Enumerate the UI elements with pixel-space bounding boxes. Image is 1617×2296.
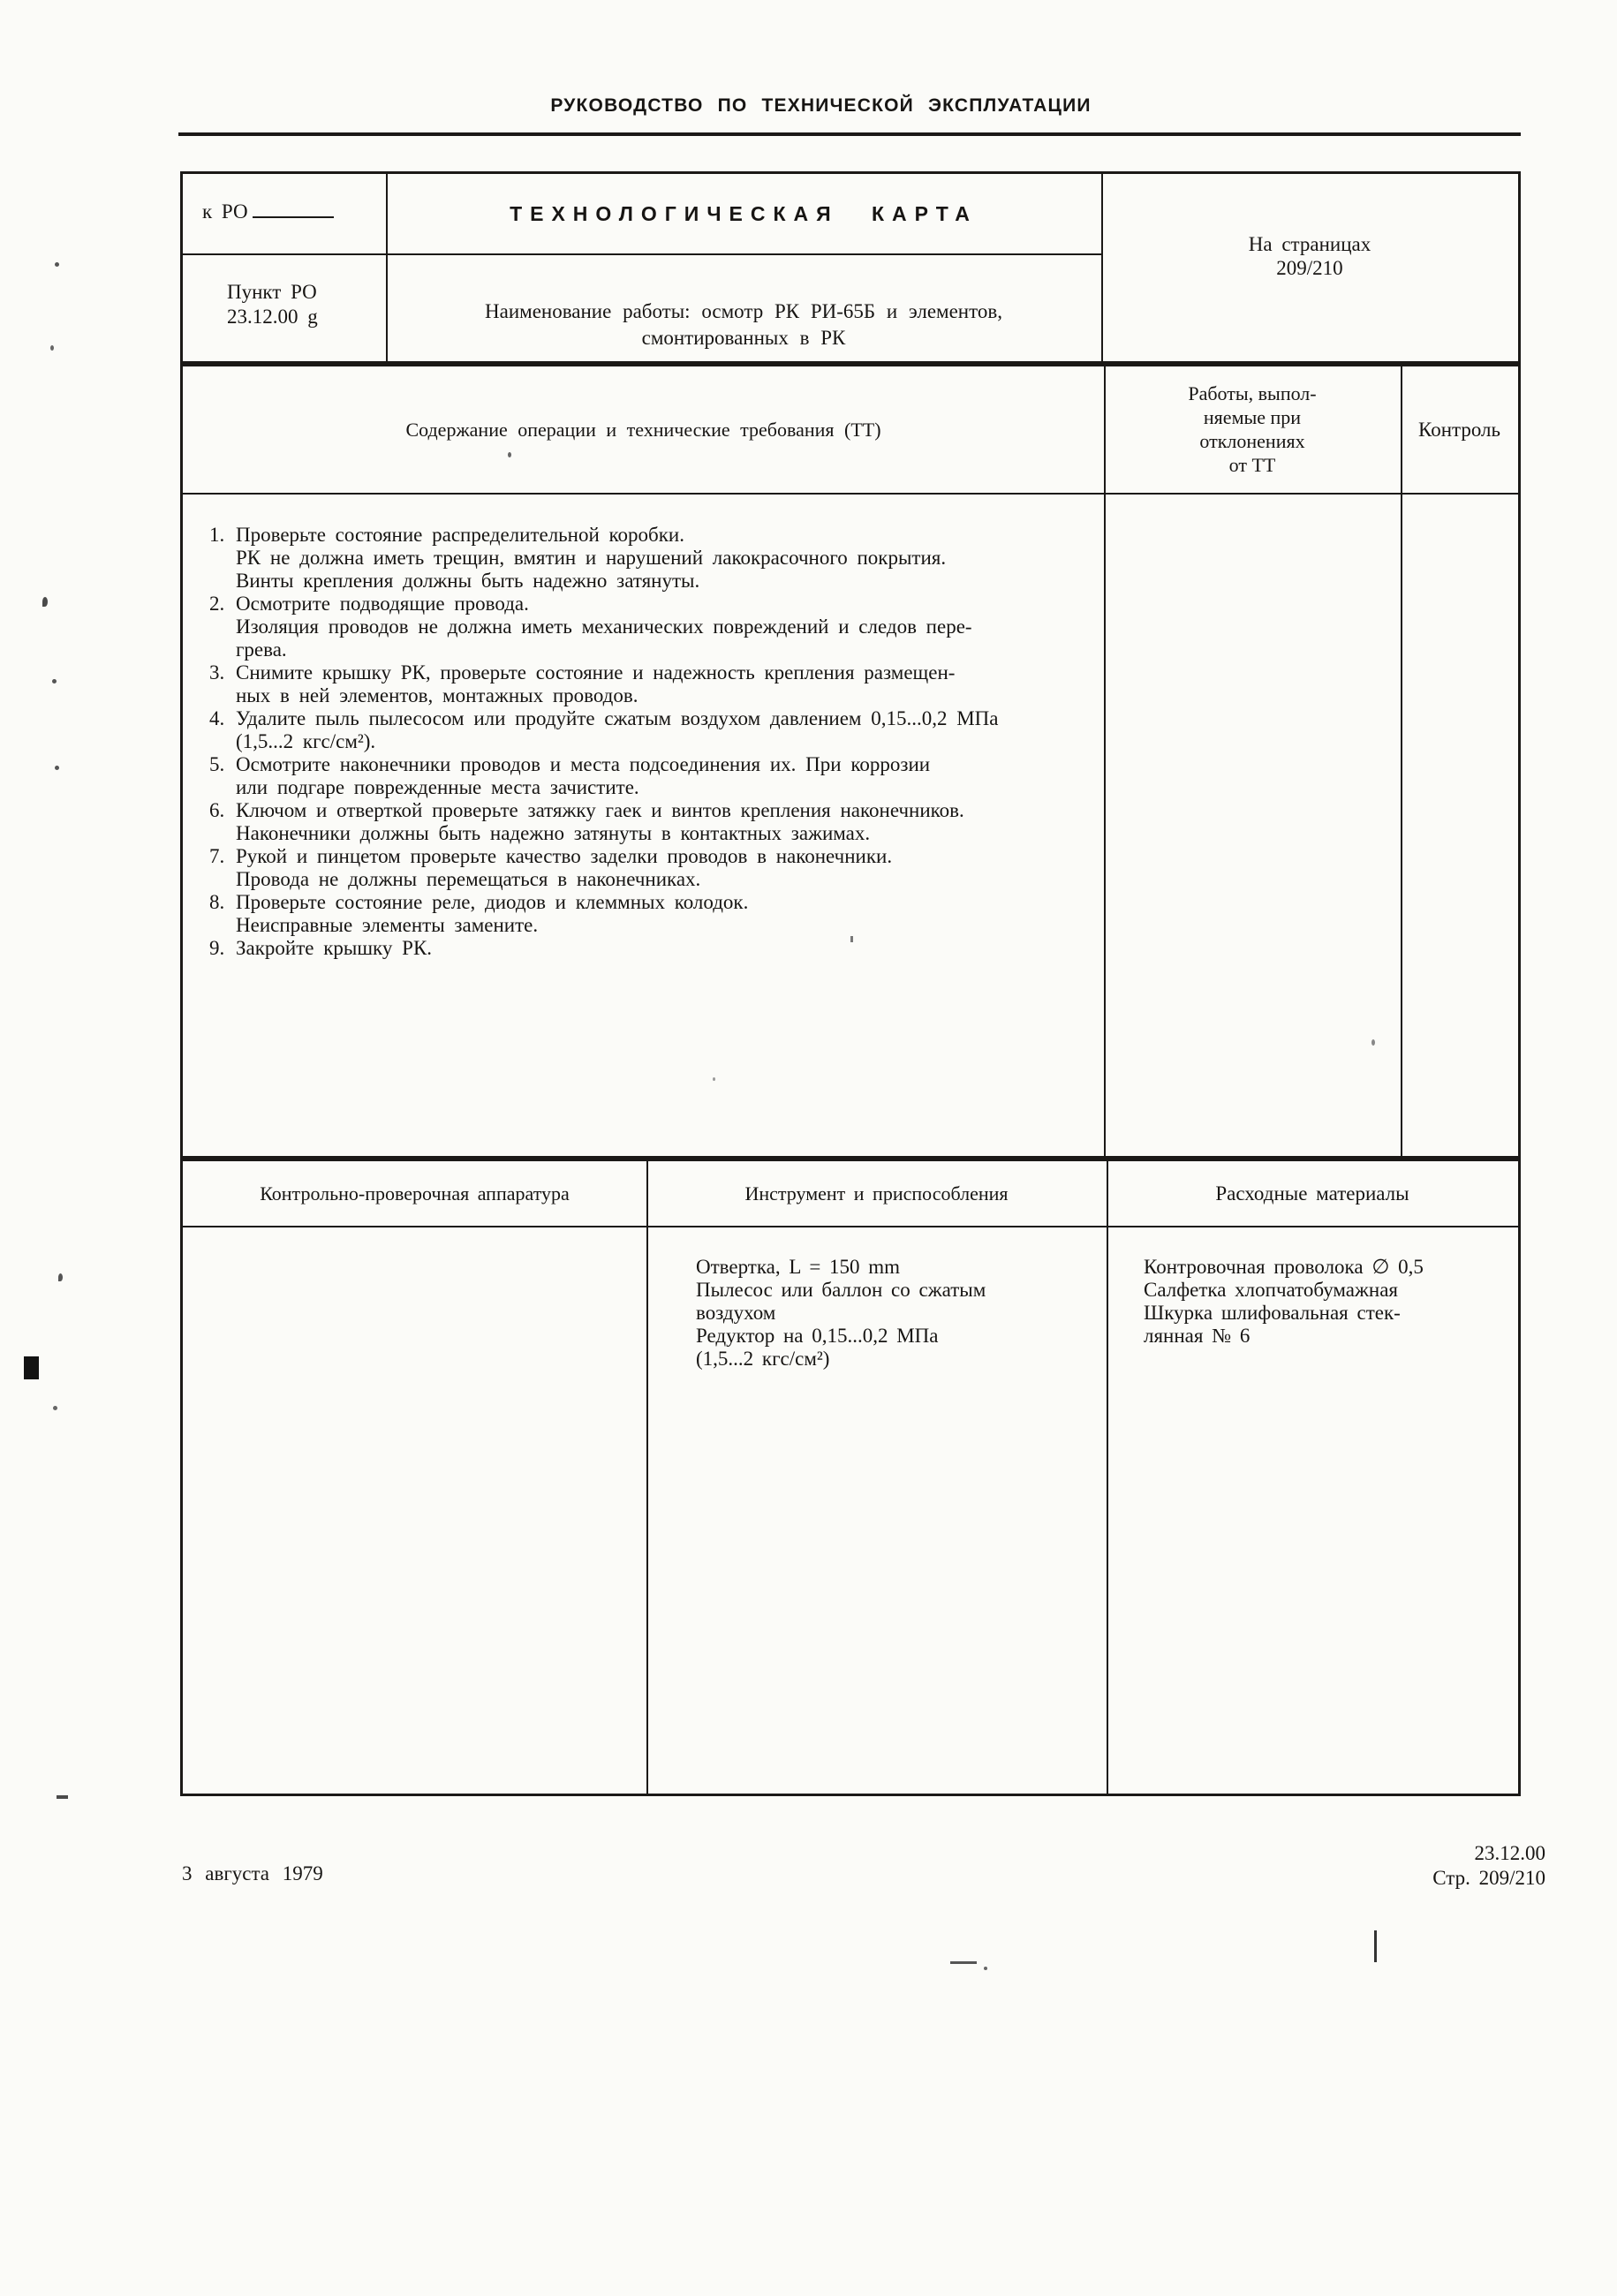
operation-item-8 bbox=[209, 891, 1099, 937]
operation-text-line: Закройте крышку РК. bbox=[236, 937, 433, 959]
ro-number-blank bbox=[253, 200, 334, 218]
scan-artifact bbox=[1374, 1930, 1377, 1962]
scan-artifact bbox=[713, 1077, 715, 1081]
scan-artifact bbox=[57, 1795, 68, 1799]
materials-line: Шкурка шлифовальная стек- bbox=[1144, 1302, 1401, 1324]
operation-text-line: Осмотрите подводящие провода. bbox=[236, 593, 529, 615]
operation-number: 4. bbox=[209, 707, 225, 729]
operation-text-line: Проверьте состояние распределительной коробки. bbox=[236, 524, 684, 546]
pages-label: На страницах bbox=[1248, 233, 1371, 255]
column-header-content: Содержание операции и технические требования (ТТ) bbox=[405, 418, 881, 441]
operation-text-line: грева. bbox=[236, 638, 287, 661]
pages-value: 209/210 bbox=[1276, 257, 1343, 279]
work-name-cell bbox=[386, 255, 1101, 364]
resources-table-vline-2 bbox=[1107, 1161, 1108, 1794]
operation-text-line: Снимите крышку РК, проверьте состояние и надежность крепления размещен- bbox=[236, 661, 956, 684]
footer-task-number: 23.12.00 bbox=[1474, 1842, 1545, 1864]
operation-item-3 bbox=[209, 661, 1099, 707]
operation-text-line: Проверьте состояние реле, диодов и клеммных колодок. bbox=[236, 891, 749, 913]
materials-line: Салфетка хлопчатобумажная bbox=[1144, 1279, 1399, 1301]
footer-page-block bbox=[1432, 1841, 1545, 1891]
column-header-deviations bbox=[1104, 366, 1401, 493]
to-ro-cell bbox=[183, 174, 386, 253]
operation-item-7 bbox=[209, 845, 1099, 891]
resources-table-vline-1 bbox=[646, 1161, 648, 1794]
scan-artifact bbox=[58, 1273, 63, 1281]
resources-table bbox=[180, 1159, 1521, 1796]
operation-item-6 bbox=[209, 799, 1099, 845]
materials-list bbox=[1144, 1256, 1515, 1348]
deviations-header-line: Работы, выпол- bbox=[1188, 382, 1317, 404]
deviations-header-line: няемые при bbox=[1203, 406, 1302, 428]
work-name-line2: смонтированных в РК bbox=[641, 327, 846, 349]
scan-artifact bbox=[52, 679, 57, 684]
operation-text-line: Осмотрите наконечники проводов и места подсоединения их. При коррозии bbox=[236, 753, 931, 775]
operation-text-line: (1,5...2 кгс/см²). bbox=[236, 730, 376, 752]
column-header-materials: Расходные материалы bbox=[1215, 1182, 1409, 1205]
operation-item-2 bbox=[209, 593, 1099, 661]
operation-number: 8. bbox=[209, 891, 225, 913]
operation-item-1 bbox=[209, 524, 1099, 593]
header-table bbox=[180, 171, 1521, 364]
scan-artifact bbox=[24, 1356, 39, 1379]
operation-text-line: Удалите пыль пылесосом или продуйте сжатым воздухом давлением 0,15...0,2 МПа bbox=[236, 707, 999, 729]
card-title: ТЕХНОЛОГИЧЕСКАЯ КАРТА bbox=[510, 201, 978, 225]
operation-text-line: или подгаре поврежденные места зачистите. bbox=[236, 776, 639, 798]
scan-artifact bbox=[984, 1967, 987, 1970]
operation-number: 6. bbox=[209, 799, 225, 821]
scan-artifact bbox=[508, 452, 511, 457]
operation-text-line: Наконечники должны быть надежно затянуты в контактных зажимах. bbox=[236, 822, 871, 844]
operation-text-line: Провода не должны перемещаться в наконечниках. bbox=[236, 868, 701, 890]
operation-number: 3. bbox=[209, 661, 225, 684]
scan-artifact bbox=[50, 345, 54, 351]
operation-item-4 bbox=[209, 707, 1099, 753]
scan-artifact bbox=[950, 1961, 977, 1964]
deviations-header-line: отклонениях bbox=[1199, 430, 1305, 452]
tools-line: Пылесос или баллон со сжатым bbox=[696, 1279, 986, 1301]
operation-number: 7. bbox=[209, 845, 225, 867]
scan-artifact bbox=[1371, 1039, 1375, 1046]
work-name-line1: Наименование работы: осмотр РК РИ-65Б и элементов, bbox=[485, 300, 1002, 322]
operation-text-line: Изоляция проводов не должна иметь механических повреждений и следов пере- bbox=[236, 616, 972, 638]
punkt-ro-cell bbox=[183, 255, 386, 364]
operation-text-line: Ключом и отверткой проверьте затяжку гаек и винтов крепления наконечников. bbox=[236, 799, 964, 821]
tools-line: (1,5...2 кгс/см²) bbox=[696, 1348, 830, 1370]
tools-line: Редуктор на 0,15...0,2 МПа bbox=[696, 1325, 939, 1347]
punkt-ro-line2: 23.12.00 g bbox=[227, 306, 318, 328]
tools-line: воздухом bbox=[696, 1302, 776, 1324]
operations-table-header-hline bbox=[183, 493, 1518, 495]
footer-date: 3 августа 1979 bbox=[182, 1862, 323, 1884]
scan-artifact bbox=[55, 262, 59, 267]
operation-number: 2. bbox=[209, 593, 225, 615]
scan-artifact bbox=[55, 766, 59, 770]
punkt-ro-line1: Пункт РО bbox=[227, 281, 317, 303]
column-header-tools: Инструмент и приспособления bbox=[744, 1182, 1009, 1205]
scan-artifact bbox=[850, 936, 853, 942]
operation-item-9 bbox=[209, 937, 1099, 960]
operation-text-line: Винты крепления должны быть надежно затянуты. bbox=[236, 570, 700, 592]
deviations-header-line: от ТТ bbox=[1228, 454, 1276, 476]
scan-artifact bbox=[42, 597, 48, 607]
operation-number: 1. bbox=[209, 524, 225, 546]
running-head: РУКОВОДСТВО ПО ТЕХНИЧЕСКОЙ ЭКСПЛУАТАЦИИ bbox=[550, 95, 1092, 116]
operation-number: 5. bbox=[209, 753, 225, 775]
tools-line: Отвертка, L = 150 mm bbox=[696, 1256, 901, 1278]
resources-table-header-hline bbox=[183, 1226, 1518, 1227]
scan-artifact bbox=[53, 1406, 57, 1410]
to-ro-label: к РО bbox=[202, 200, 248, 223]
operation-text-line: РК не должна иметь трещин, вмятин и нарушений лакокрасочного покрытия. bbox=[236, 547, 947, 569]
operations-table bbox=[180, 364, 1521, 1159]
operation-number: 9. bbox=[209, 937, 225, 959]
column-header-control: Контроль bbox=[1418, 418, 1500, 441]
materials-line: Контровочная проволока ∅ 0,5 bbox=[1144, 1256, 1424, 1278]
operation-text-line: ных в ней элементов, монтажных проводов. bbox=[236, 684, 638, 706]
running-head-rule bbox=[178, 132, 1521, 136]
operations-list bbox=[209, 524, 1099, 960]
operation-text-line: Неисправные элементы замените. bbox=[236, 914, 539, 936]
tools-list bbox=[696, 1256, 1076, 1371]
materials-line: лянная № 6 bbox=[1144, 1325, 1251, 1347]
column-header-equipment: Контрольно-проверочная аппаратура bbox=[260, 1182, 570, 1205]
operation-text-line: Рукой и пинцетом проверьте качество заделки проводов в наконечники. bbox=[236, 845, 893, 867]
operation-item-5 bbox=[209, 753, 1099, 799]
pages-cell bbox=[1101, 174, 1518, 361]
footer-page-ref: Стр. 209/210 bbox=[1432, 1867, 1545, 1889]
